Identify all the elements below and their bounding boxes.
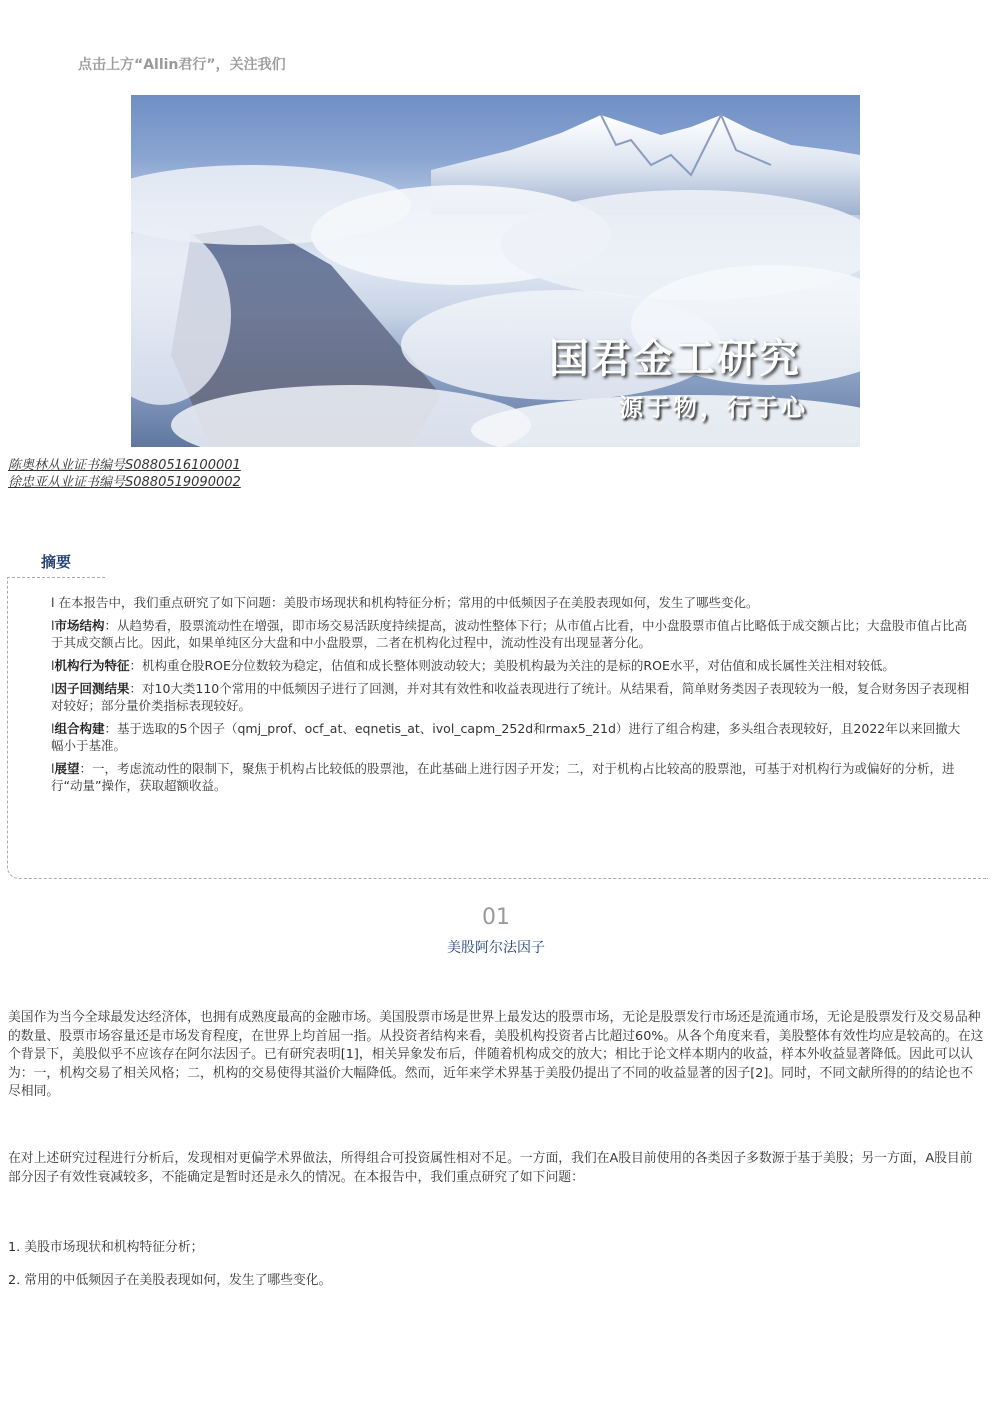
abstract-item-label: 市场结构 — [54, 618, 105, 633]
abstract-title: 摘要 — [41, 553, 72, 571]
author-list — [8, 457, 241, 491]
abstract-item: l组合构建：基于选取的5个因子（qmj_prof、ocf_at、eqnetis_at、ivol_capm_252d和rmax5_21d）进行了组合构建，多头组合表现较好，且2022年以来回撤大幅小于基准。 — [51, 721, 961, 753]
abstract-item-label: 展望 — [54, 761, 80, 776]
list-item: 1. 美股市场现状和机构特征分析； — [8, 1240, 204, 1255]
abstract-item: l 在本报告中，我们重点研究了如下问题：美股市场现状和机构特征分析；常用的中低频因子在美股表现如何，发生了哪些变化。 — [51, 595, 759, 610]
body-paragraph: 美国作为当今全球最发达经济体，也拥有成熟度最高的金融市场。美国股票市场是世界上最发达的股票市场，无论是股票发行市场还是流通市场，无论是股票发行及交易品种的数量、股票市场容量还是市场发育程度，在世界上均首屈一指。从投资者结构来看，美股机构投资者占比超过60%。从各个角度来看，美股整体有效性均应是较高的。在这个背景下，美股似乎不应该存在阿尔法因子。已有研究表明[1]，相关异象发布后，伴随着机构成交的放大；相比于论文样本期内的收益，样本外收益显著降低。因此可以认为：一，机构交易了相关风格；二，机构的交易使得其溢价大幅降低。然而，近年来学术界基于美股仍提出了不同的收益显著的因子[2]。同时，不同文献所得的的结论也不尽相同。 — [8, 1010, 984, 1099]
author-link[interactable]: 陈奥林从业证书编号S0880516100001 — [8, 458, 241, 473]
abstract-item-text: ：一，考虑流动性的限制下，聚焦于机构占比较低的股票池，在此基础上进行因子开发；二，对于机构占比较高的股票池，可基于对机构行为或偏好的分析，进行“动量”操作，获取超额收益。 — [51, 761, 955, 793]
banner-slogan: 源于物，行于心 — [619, 393, 808, 422]
abstract-item-text: ：从趋势看，股票流动性在增强，即市场交易活跃度持续提高，波动性整体下行；从市值占比看，中小盘股票市值占比略低于成交额占比；大盘股市值占比高于其成交额占比。因此，如果单纯区分大盘和中小盘股票，二者在机构化过程中，流动性没有出现显著分化。 — [51, 618, 968, 650]
section-title: 美股阿尔法因子 — [447, 940, 545, 956]
abstract-item-text: ：基于选取的5个因子（qmj_prof、ocf_at、eqnetis_at、ivol_capm_252d和rmax5_21d）进行了组合构建，多头组合表现较好，且2022年以来回撤大幅小于基准。 — [51, 721, 961, 753]
abstract-item-text: ：对10大类110个常用的中低频因子进行了回测，并对其有效性和收益表现进行了统计。从结果看，简单财务类因子表现较为一般，复合财务因子表现相对较好；部分量价类指标表现较好。 — [51, 681, 970, 713]
banner-title: 国君金工研究 — [549, 335, 801, 382]
abstract-item-text: 在本报告中，我们重点研究了如下问题：美股市场现状和机构特征分析；常用的中低频因子在美股表现如何，发生了哪些变化。 — [58, 595, 759, 610]
follow-prompt[interactable]: 点击上方“Allin君行”，关注我们 — [78, 57, 286, 73]
abstract-item: l因子回测结果：对10大类110个常用的中低频因子进行了回测，并对其有效性和收益表现进行了统计。从结果看，简单财务类因子表现较为一般，复合财务因子表现相对较好；部分量价类指标表现较好。 — [51, 681, 970, 713]
banner-image — [131, 95, 860, 447]
abstract-item-label: 组合构建 — [54, 721, 105, 736]
abstract-item-label: 因子回测结果 — [54, 681, 130, 696]
section-number: 01 — [482, 905, 510, 930]
abstract-item: l展望：一，考虑流动性的限制下，聚焦于机构占比较低的股票池，在此基础上进行因子开发；二，对于机构占比较高的股票池，可基于对机构行为或偏好的分析，进行“动量”操作，获取超额收益。 — [51, 761, 955, 793]
list-item: 2. 常用的中低频因子在美股表现如何，发生了哪些变化。 — [8, 1273, 332, 1288]
abstract-item: l机构行为特征：机构重仓股ROE分位数较为稳定，估值和成长整体则波动较大；美股机构最为关注的是标的ROE水平，对估值和成长属性关注相对较低。 — [51, 658, 895, 673]
abstract-list — [51, 594, 971, 800]
body-paragraph: 在对上述研究过程进行分析后，发现相对更偏学术界做法，所得组合可投资属性相对不足。一方面，我们在A股目前使用的各类因子多数源于基于美股；另一方面，A股目前部分因子有效性衰减较多，不能确定是暂时还是永久的情况。在本报告中，我们重点研究了如下问题： — [8, 1151, 973, 1185]
author-link[interactable]: 徐忠亚从业证书编号S0880519090002 — [8, 475, 241, 490]
abstract-item-label: 机构行为特征 — [54, 658, 130, 673]
abstract-item: l市场结构：从趋势看，股票流动性在增强，即市场交易活跃度持续提高，波动性整体下行；从市值占比看，中小盘股票市值占比略低于成交额占比；大盘股市值占比高于其成交额占比。因此，如果单纯区分大盘和中小盘股票，二者在机构化过程中，流动性没有出现显著分化。 — [51, 618, 968, 650]
abstract-item-text: ：机构重仓股ROE分位数较为稳定，估值和成长整体则波动较大；美股机构最为关注的是标的ROE水平，对估值和成长属性关注相对较低。 — [129, 658, 895, 673]
